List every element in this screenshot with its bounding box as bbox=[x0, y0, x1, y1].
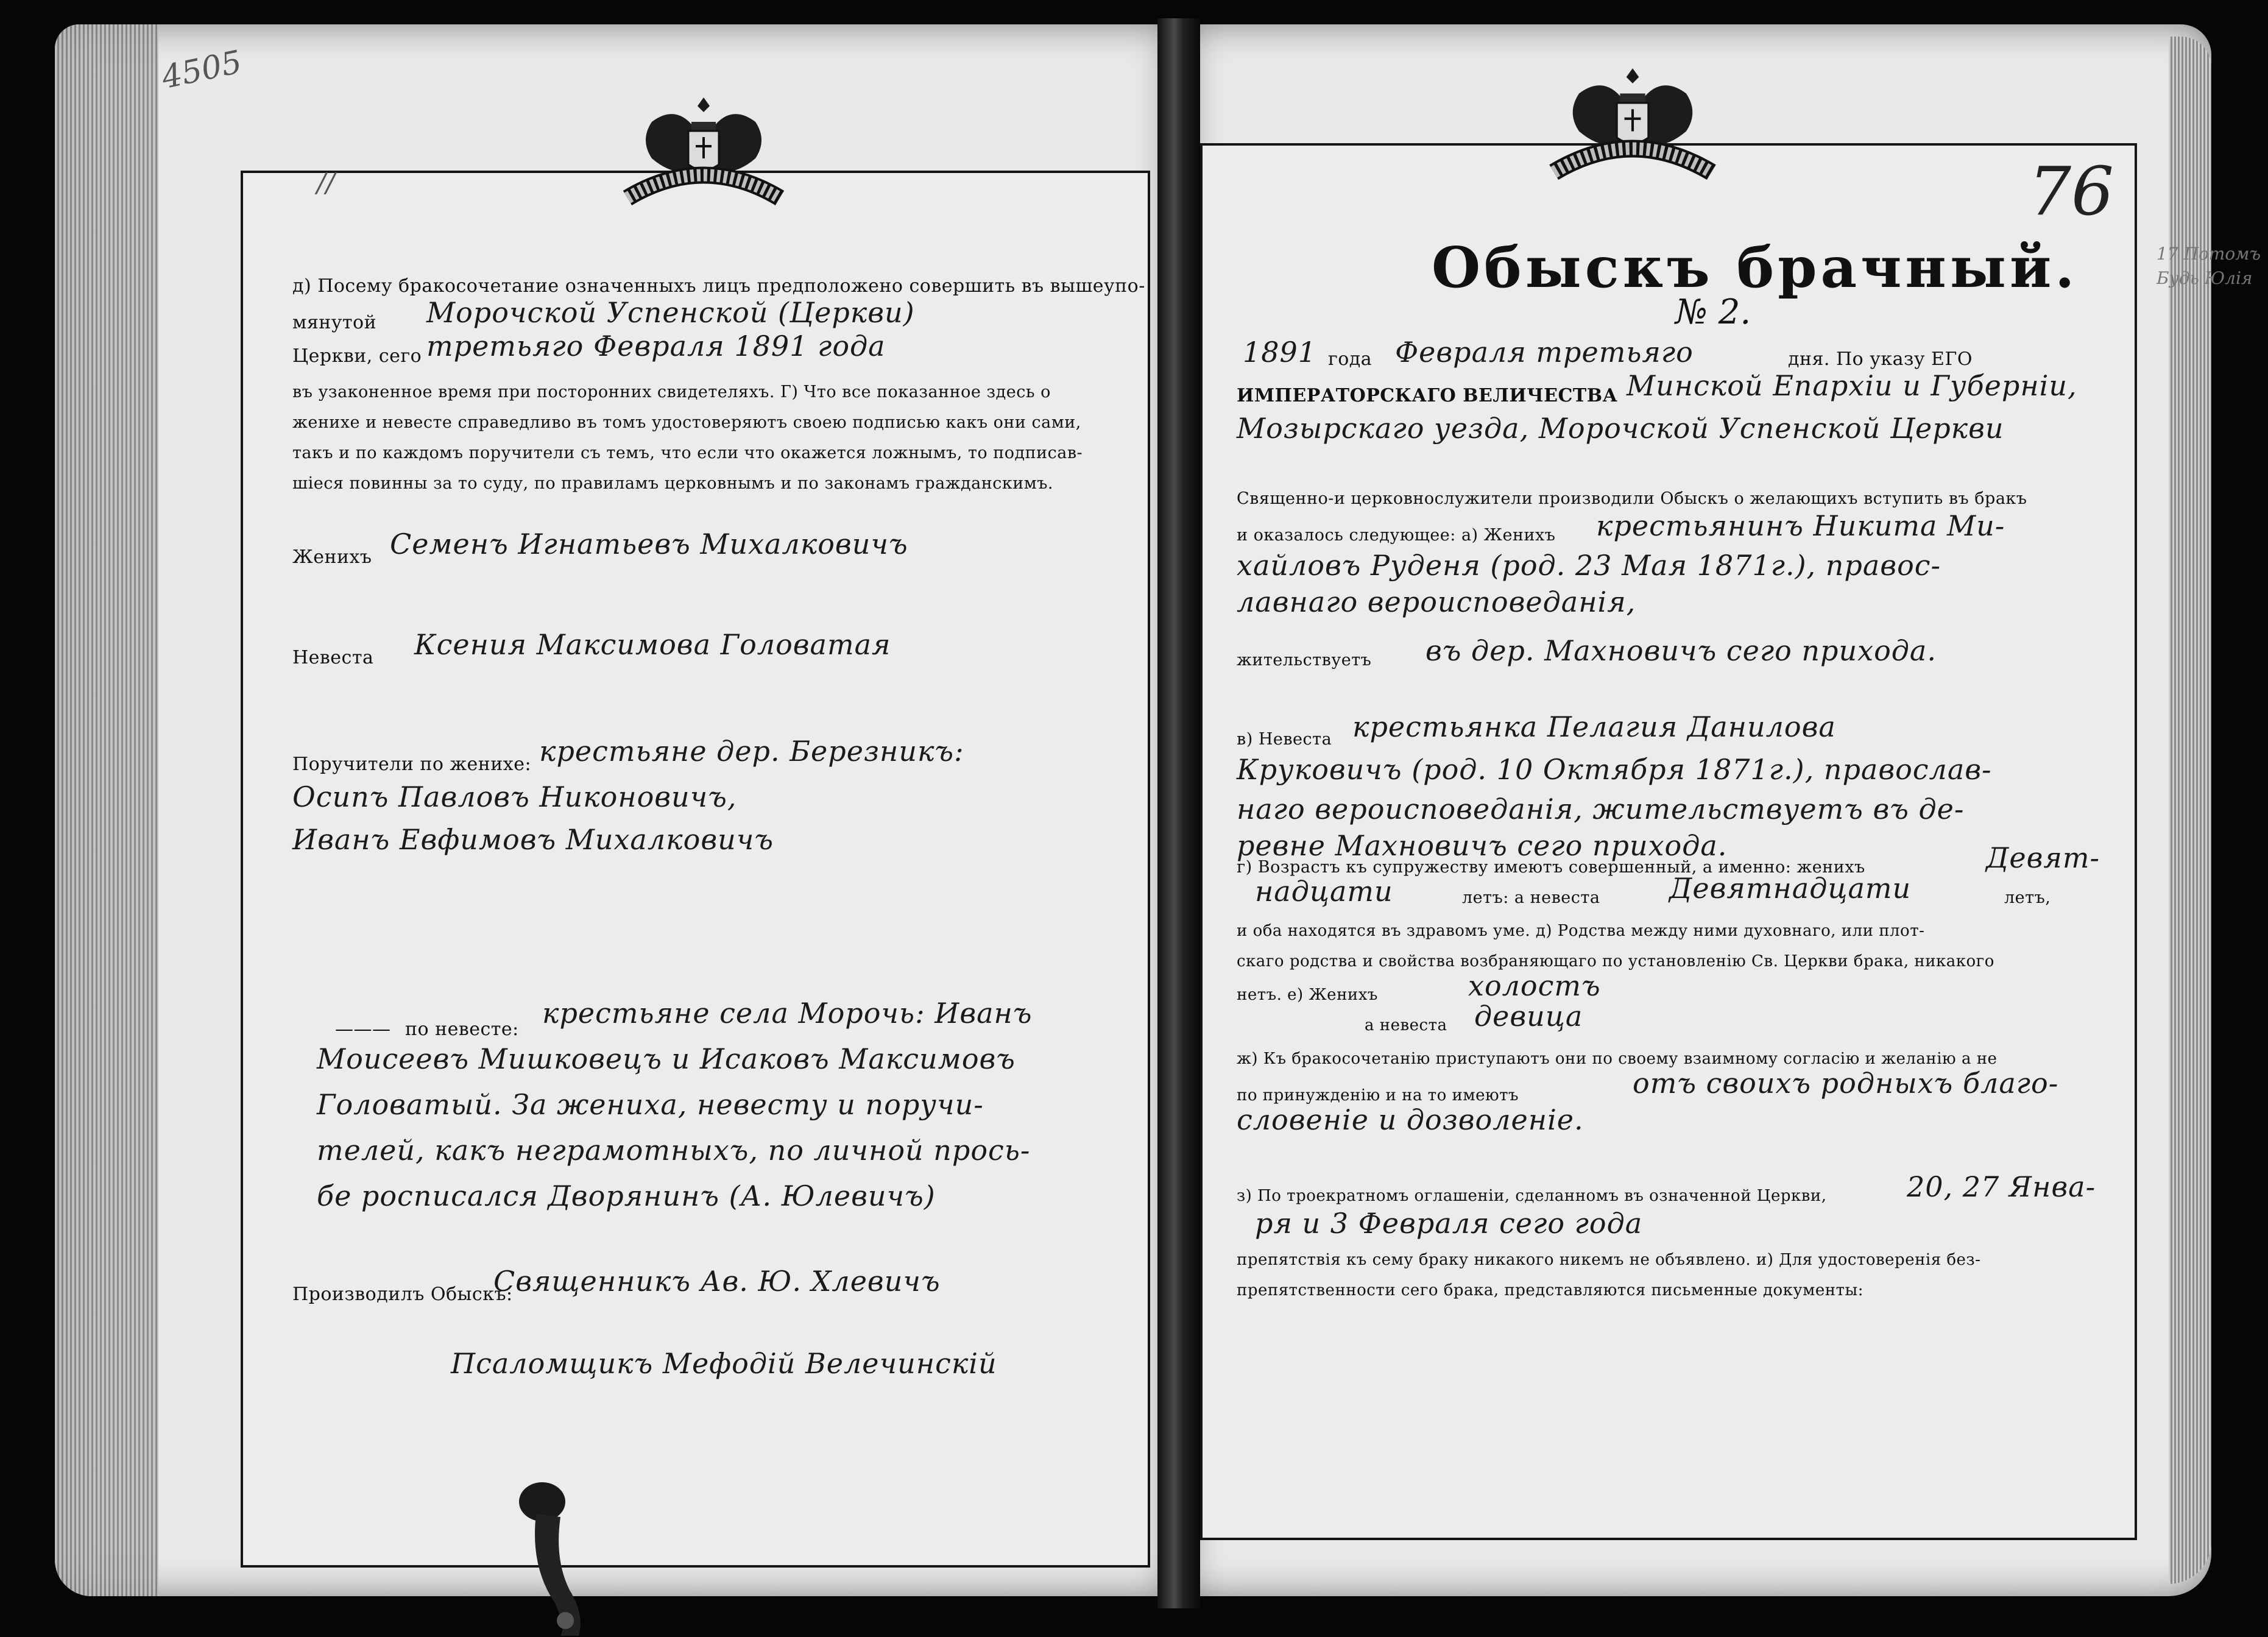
groom-sureties-line-2: Осипъ Павловъ Никоновичъ, bbox=[292, 780, 737, 813]
year-handwritten: 1891 bbox=[1243, 336, 1317, 369]
header-majesty-label: ИМПЕРАТОРСКАГО ВЕЛИЧЕСТВА bbox=[1237, 385, 1618, 406]
banns-dates-handwritten-2: ря и 3 Февраля сего года bbox=[1255, 1207, 1643, 1240]
groom-label: Женихъ bbox=[292, 546, 372, 568]
consent-line-2: по принужденiю и на то имеютъ bbox=[1237, 1086, 1519, 1105]
banns-dates-handwritten-1: 20, 27 Янва- bbox=[1907, 1170, 2096, 1203]
header-decree-label: дня. По указу ЕГО bbox=[1788, 348, 1973, 370]
margin-pencil-1: 17 Потомъ bbox=[2157, 244, 2261, 264]
groom-name-handwritten: Семенъ Игнатьевъ Михалковичъ bbox=[390, 528, 908, 560]
month-day-handwritten: Февраля третьяго bbox=[1395, 336, 1694, 369]
margin-pencil-2: Будь Юлiя bbox=[2157, 268, 2253, 288]
consent-handwritten-2: словенiе и дозволенiе. bbox=[1237, 1103, 1584, 1136]
health-line-4: а невеста bbox=[1365, 1016, 1447, 1034]
age-line-1: г) Возрастъ къ супружеству имеютъ совершенный, а именно: женихъ bbox=[1237, 858, 1865, 877]
bride-details-line-3: наго вероисповеданiя, жительствуетъ въ де- bbox=[1237, 793, 1965, 826]
bride-sureties-line-2: Моисеевъ Мишковецъ и Исаковъ Максимовъ bbox=[317, 1042, 1016, 1075]
groom-details-line-3: лавнаго вероисповеданiя, bbox=[1237, 585, 1636, 618]
groom-details-line-2: хайловъ Руденя (род. 23 Мая 1871г.), правос- bbox=[1237, 549, 1941, 582]
pencil-mark: // bbox=[317, 168, 335, 199]
document-title: Обыскъ брачный. bbox=[1432, 235, 2079, 300]
groom-age-handwritten-2: надцати bbox=[1255, 875, 1393, 908]
residence-handwritten: въ дер. Махновичъ сего прихода. bbox=[1425, 634, 1937, 667]
district-church-handwritten: Мозырскаго уезда, Морочской Успенской Церкви bbox=[1237, 412, 2004, 445]
health-line-2: скаго родства и свойства возбраняющаго по установленiю Св. Церкви брака, никакого bbox=[1237, 952, 1994, 971]
age-line-3: летъ, bbox=[2004, 888, 2051, 907]
bride-sureties-line-4: телей, какъ неграмотныхъ, по личной прось- bbox=[317, 1134, 1031, 1167]
groom-sureties-line-3: Иванъ Евфимовъ Михалковичъ bbox=[292, 823, 774, 856]
para-d-line-6: такъ и по каждомъ поручители съ темъ, что если что окажется ложнымъ, то подписав- bbox=[292, 444, 1083, 462]
page-number: 76 bbox=[2029, 152, 2114, 230]
groom-details-line-1: крестьянинъ Никита Ми- bbox=[1596, 509, 2005, 542]
groom-age-handwritten-1: Девят- bbox=[1986, 841, 2100, 874]
bride-sureties-line-1: крестьяне села Морочь: Иванъ bbox=[542, 997, 1033, 1030]
bride-sureties-label: по невесте: bbox=[405, 1019, 519, 1040]
age-line-2: летъ: а невеста bbox=[1462, 888, 1600, 907]
bride-sureties-line-3: Головатый. За жениха, невесту и поручи- bbox=[317, 1088, 984, 1121]
consent-line-1: ж) Къ бракосочетанiю приступаютъ они по своему взаимному согласiю и желанiю а не bbox=[1237, 1050, 1998, 1068]
para-d-line-4: въ узаконенное время при посторонних свидетеляхъ. Г) Что все показанное здесь о bbox=[292, 383, 1051, 401]
bride-age-handwritten: Девятнадцати bbox=[1669, 872, 1912, 905]
church-name-handwritten: Морочской Успенской (Церкви) bbox=[426, 296, 915, 329]
bride-details-line-2: Круковичъ (род. 10 Октября 1871г.), православ- bbox=[1237, 753, 1992, 786]
bride-label: Невеста bbox=[292, 647, 374, 668]
groom-sureties-label: Поручители по женихе: bbox=[292, 754, 532, 775]
banns-line-2: препятствiя къ сему браку никакого никемъ не объявлено. и) Для удостоверенiя без- bbox=[1237, 1251, 1981, 1269]
wedding-date-handwritten: третьяго Февраля 1891 года bbox=[426, 330, 886, 362]
para-d-line-3: Церкви, сего bbox=[292, 345, 422, 367]
groom-status-handwritten: холостъ bbox=[1468, 969, 1601, 1002]
imperial-eagle-crest-icon bbox=[1541, 55, 1724, 189]
health-line-3: нетъ. е) Женихъ bbox=[1237, 986, 1378, 1004]
diocese-handwritten: Минской Епархiи и Губернiи, bbox=[1627, 369, 2077, 402]
clergy-line: Священно-и церковнослужители производили Обыскъ о желающихъ вступить въ бракъ bbox=[1237, 489, 2027, 508]
para-d-line-2: мянутой bbox=[292, 312, 377, 333]
document-number: № 2. bbox=[1675, 292, 1751, 332]
found-line: и оказалось следующее: а) Женихъ bbox=[1237, 526, 1556, 545]
imperial-eagle-crest-icon bbox=[615, 85, 792, 213]
header-year-label: года bbox=[1328, 348, 1372, 370]
banns-line-3: препятственности сего брака, представляются письменные документы: bbox=[1237, 1281, 1864, 1299]
performed-by-label: Производилъ Обыскъ: bbox=[292, 1284, 513, 1305]
groom-sureties-line-1: крестьяне дер. Березникъ: bbox=[539, 735, 964, 768]
priest-signature: Священникъ Ав. Ю. Хлевичъ bbox=[493, 1265, 941, 1298]
book-spine bbox=[1157, 18, 1200, 1608]
health-line-1: и оба находятся въ здравомъ уме. д) Родства между ними духовнаго, или плот- bbox=[1237, 922, 1925, 940]
bride-sureties-dash: ——— bbox=[335, 1019, 391, 1040]
corner-archive-number: 4505 bbox=[158, 43, 246, 97]
residence-label: жительствуетъ bbox=[1237, 651, 1372, 670]
book-clasp-icon bbox=[512, 1480, 591, 1637]
left-page-stack-edge bbox=[55, 24, 158, 1596]
psalmist-signature: Псаломщикъ Мефодiй Велечинскiй bbox=[451, 1347, 997, 1380]
bride-sureties-line-5: бе росписался Дворянинъ (А. Юлевичъ) bbox=[317, 1179, 936, 1212]
bride-details-line-4: ревне Махновичъ сего прихода. bbox=[1237, 829, 1728, 862]
bride-status-handwritten: девица bbox=[1474, 1000, 1583, 1033]
banns-line-1: з) По троекратномъ оглашенiи, сделанномъ въ означенной Церкви, bbox=[1237, 1187, 1827, 1205]
para-d-line-7: шiеся повинны за то суду, по правиламъ церковнымъ и по законамъ гражданскимъ. bbox=[292, 474, 1054, 493]
bride-section-label: в) Невеста bbox=[1237, 730, 1332, 749]
bride-name-handwritten: Ксения Максимова Головатая bbox=[414, 628, 891, 661]
consent-handwritten-1: отъ своихъ родныхъ благо- bbox=[1633, 1067, 2059, 1100]
para-d-line-1: д) Посему бракосочетание означенныхъ лицъ предположено совершить въ вышеупо- bbox=[292, 275, 1145, 297]
para-d-line-5: женихе и невесте справедливо въ томъ удостоверяютъ своею подписью какъ они сами, bbox=[292, 413, 1081, 432]
bride-details-line-1: крестьянка Пелагия Данилова bbox=[1352, 710, 1836, 743]
